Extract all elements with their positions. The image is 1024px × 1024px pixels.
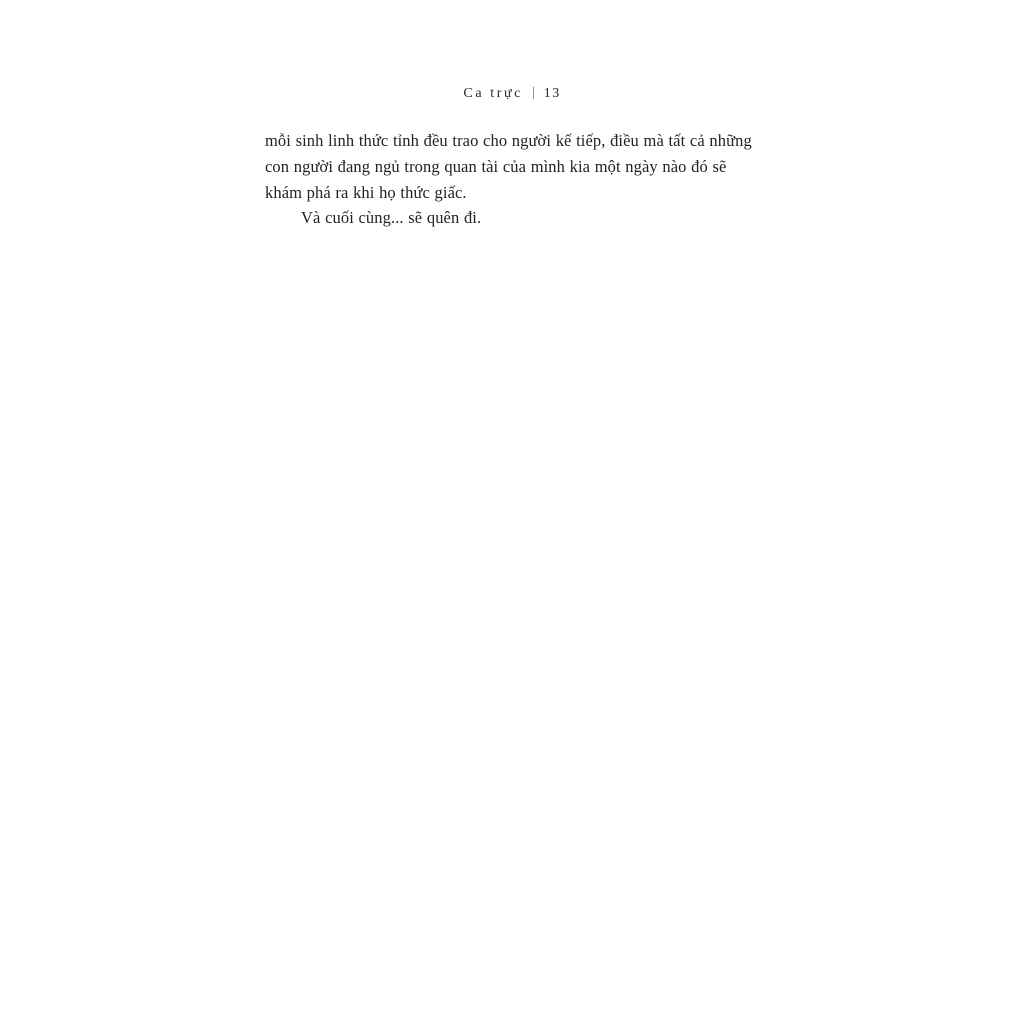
- paragraph-closing: Và cuối cùng... sẽ quên đi.: [301, 208, 482, 228]
- body-text-block: [265, 128, 752, 231]
- page-number: 13: [543, 86, 561, 101]
- paragraph-continuation: mỗi sinh linh thức tỉnh đều trao cho người kế tiếp, điều mà tất cả những con người đang ngủ trong quan tài của mình kia một ngày nào đó sẽ khám phá ra khi họ thức giấc.: [265, 131, 752, 202]
- running-head-book-title: Ca trực: [463, 86, 523, 101]
- running-head-separator: |: [531, 85, 535, 100]
- running-head: [0, 86, 1024, 102]
